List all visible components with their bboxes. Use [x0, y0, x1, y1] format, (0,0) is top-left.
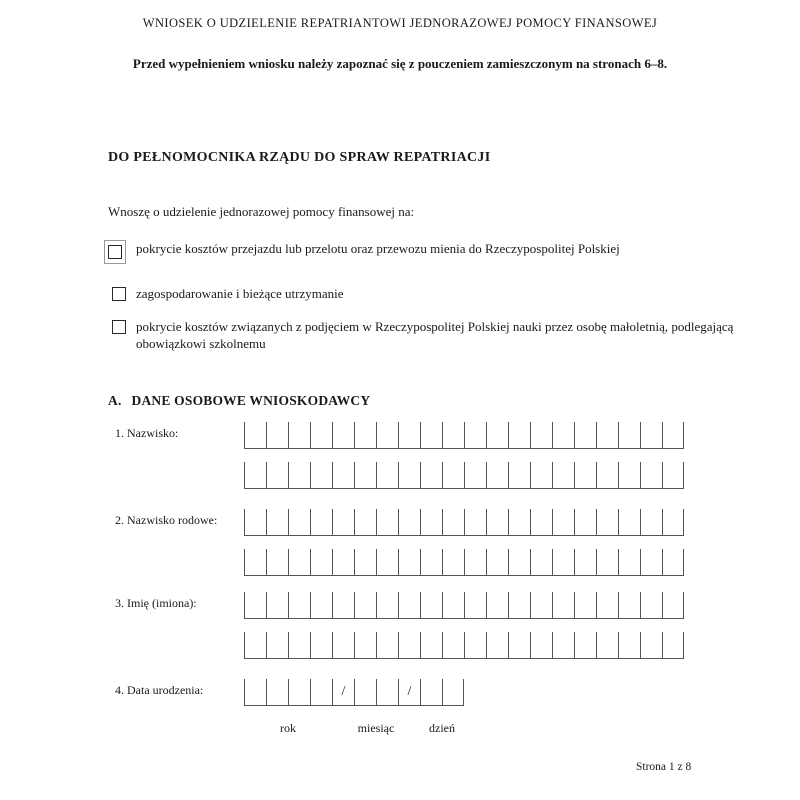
comb-cell[interactable] [376, 679, 398, 705]
date-part-label-2: miesiąc [357, 721, 395, 735]
comb-cell[interactable] [464, 509, 486, 535]
field-label: 1. Nazwisko: [115, 426, 179, 440]
comb-cell[interactable] [376, 632, 398, 658]
date-part-labels [244, 719, 464, 735]
comb-cell[interactable] [354, 549, 376, 575]
comb-cell[interactable] [464, 632, 486, 658]
comb-cell[interactable] [464, 422, 486, 448]
comb-cell[interactable] [618, 509, 640, 535]
form-title: WNIOSEK O UDZIELENIE REPATRIANTOWI JEDNORAZOWEJ POMOCY FINANSOWEJ [142, 16, 658, 30]
comb-cell[interactable] [266, 462, 288, 488]
comb-row[interactable] [244, 422, 684, 449]
comb-cell[interactable] [552, 549, 574, 575]
comb-cell[interactable] [354, 462, 376, 488]
comb-cell[interactable] [310, 462, 332, 488]
comb-cell[interactable] [530, 462, 552, 488]
comb-cell[interactable] [332, 462, 354, 488]
comb-cell[interactable] [310, 509, 332, 535]
comb-cell[interactable] [398, 632, 420, 658]
comb-cell[interactable] [266, 592, 288, 618]
date-comb-row[interactable] [244, 679, 464, 706]
comb-cell[interactable] [310, 422, 332, 448]
comb-cell[interactable] [420, 592, 442, 618]
section-a-heading [108, 393, 370, 409]
comb-cell[interactable] [574, 632, 596, 658]
comb-cell[interactable] [574, 509, 596, 535]
comb-row[interactable] [244, 462, 684, 489]
comb-cell[interactable] [398, 592, 420, 618]
comb-cell[interactable] [420, 679, 442, 705]
comb-cell[interactable] [244, 462, 266, 488]
comb-cell[interactable] [530, 549, 552, 575]
request-intro: Wnoszę o udzielenie jednorazowej pomocy finansowej na: [108, 204, 415, 219]
comb-cell[interactable] [244, 549, 266, 575]
purpose-option-3 [104, 318, 764, 352]
comb-cell[interactable] [244, 632, 266, 658]
comb-cell[interactable] [596, 422, 618, 448]
comb-cell[interactable] [640, 422, 662, 448]
comb-cell[interactable] [662, 509, 684, 535]
comb-cell[interactable] [266, 422, 288, 448]
aid-purpose-options [104, 240, 764, 368]
purpose-option-label: zagospodarowanie i bieżące utrzymanie [136, 286, 344, 301]
purpose-option-label: pokrycie kosztów przejazdu lub przelotu oraz przewozu mienia do Rzeczypospolitej Polskiej [136, 241, 620, 256]
comb-cell[interactable] [552, 592, 574, 618]
comb-cell[interactable] [398, 549, 420, 575]
comb-cell[interactable] [640, 632, 662, 658]
comb-cell[interactable] [486, 632, 508, 658]
comb-rows [244, 679, 464, 735]
comb-cell[interactable] [420, 632, 442, 658]
purpose-checkbox-3[interactable] [112, 320, 126, 334]
comb-cell[interactable] [354, 592, 376, 618]
comb-cell[interactable] [464, 462, 486, 488]
comb-cell[interactable] [288, 422, 310, 448]
comb-row[interactable] [244, 632, 684, 659]
comb-cell[interactable] [266, 549, 288, 575]
comb-cell[interactable] [618, 592, 640, 618]
comb-cell[interactable] [508, 422, 530, 448]
comb-cell[interactable] [420, 422, 442, 448]
comb-cell[interactable] [288, 462, 310, 488]
addressee-heading: DO PEŁNOMOCNIKA RZĄDU DO SPRAW REPATRIACJI [108, 150, 491, 165]
comb-row[interactable] [244, 549, 684, 576]
comb-cell[interactable] [376, 549, 398, 575]
comb-cell[interactable] [332, 632, 354, 658]
comb-cell[interactable] [552, 422, 574, 448]
comb-cell[interactable] [310, 679, 332, 705]
comb-cell[interactable] [354, 632, 376, 658]
field-label: 3. Imię (imiona): [115, 596, 197, 610]
comb-cell[interactable] [640, 462, 662, 488]
comb-cell[interactable] [574, 462, 596, 488]
comb-cell[interactable] [486, 509, 508, 535]
comb-cell[interactable] [354, 679, 376, 705]
comb-cell[interactable] [398, 462, 420, 488]
comb-cell[interactable] [618, 632, 640, 658]
comb-cell[interactable] [530, 422, 552, 448]
comb-cell[interactable] [574, 422, 596, 448]
purpose-checkbox-2[interactable] [112, 287, 126, 301]
comb-cell[interactable] [464, 592, 486, 618]
comb-cell[interactable] [574, 549, 596, 575]
comb-cell[interactable] [420, 549, 442, 575]
comb-cell[interactable] [596, 632, 618, 658]
comb-cell[interactable] [618, 462, 640, 488]
field-label: 2. Nazwisko rodowe: [115, 513, 218, 527]
comb-cell[interactable] [530, 592, 552, 618]
comb-cell[interactable] [442, 509, 464, 535]
comb-cell[interactable] [376, 422, 398, 448]
comb-cell[interactable] [266, 632, 288, 658]
comb-cell[interactable] [596, 462, 618, 488]
comb-cell[interactable] [508, 592, 530, 618]
field-label: 4. Data urodzenia: [115, 683, 204, 697]
comb-cell[interactable] [596, 549, 618, 575]
date-separator: / [398, 679, 420, 705]
comb-cell[interactable] [244, 679, 266, 705]
comb-cell[interactable] [486, 592, 508, 618]
comb-cell[interactable] [552, 632, 574, 658]
comb-cell[interactable] [530, 632, 552, 658]
comb-cell[interactable] [420, 509, 442, 535]
comb-cell[interactable] [508, 462, 530, 488]
comb-cell[interactable] [442, 462, 464, 488]
comb-cell[interactable] [244, 509, 266, 535]
comb-cell[interactable] [288, 549, 310, 575]
purpose-option-label: pokrycie kosztów związanych z podjęciem w Rzeczypospolitej Polskiej nauki przez osobę małoletnią, podlegającą obowiązkowi szkolnemu [136, 319, 734, 351]
comb-cell[interactable] [332, 549, 354, 575]
comb-row[interactable] [244, 592, 684, 619]
comb-cell[interactable] [618, 422, 640, 448]
comb-cell[interactable] [508, 549, 530, 575]
comb-cell[interactable] [288, 509, 310, 535]
comb-cell[interactable] [310, 592, 332, 618]
comb-cell[interactable] [552, 509, 574, 535]
comb-cell[interactable] [266, 509, 288, 535]
comb-cell[interactable] [288, 679, 310, 705]
comb-cell[interactable] [618, 549, 640, 575]
section-a-title: DANE OSOBOWE WNIOSKODAWCY [131, 393, 371, 408]
comb-cell[interactable] [486, 462, 508, 488]
page-number: Strona 1 z 8 [636, 761, 692, 773]
comb-rows [244, 509, 684, 589]
comb-cell[interactable] [266, 679, 288, 705]
comb-cell[interactable] [662, 592, 684, 618]
comb-cell[interactable] [596, 592, 618, 618]
purpose-checkbox-1[interactable] [108, 245, 122, 259]
comb-cell[interactable] [244, 422, 266, 448]
comb-cell[interactable] [376, 509, 398, 535]
date-part-label-3: dzień [429, 721, 455, 735]
comb-cell[interactable] [508, 632, 530, 658]
comb-rows [244, 592, 684, 672]
comb-cell[interactable] [288, 592, 310, 618]
comb-cell[interactable] [442, 679, 464, 705]
comb-row[interactable] [244, 509, 684, 536]
comb-cell[interactable] [442, 592, 464, 618]
checkbox-focus-frame [104, 240, 126, 264]
comb-cell[interactable] [332, 422, 354, 448]
comb-cell[interactable] [398, 422, 420, 448]
comb-cell[interactable] [420, 462, 442, 488]
comb-cell[interactable] [552, 462, 574, 488]
comb-cell[interactable] [640, 549, 662, 575]
comb-cell[interactable] [464, 549, 486, 575]
comb-cell[interactable] [376, 462, 398, 488]
purpose-option-1 [104, 240, 764, 264]
comb-cell[interactable] [244, 592, 266, 618]
comb-cell[interactable] [442, 549, 464, 575]
date-separator: / [332, 679, 354, 705]
section-a-letter: A. [108, 393, 122, 408]
comb-cell[interactable] [486, 422, 508, 448]
comb-cell[interactable] [574, 592, 596, 618]
comb-cell[interactable] [530, 509, 552, 535]
comb-rows [244, 422, 684, 502]
comb-cell[interactable] [640, 509, 662, 535]
comb-cell[interactable] [508, 509, 530, 535]
comb-cell[interactable] [354, 422, 376, 448]
comb-cell[interactable] [640, 592, 662, 618]
comb-cell[interactable] [354, 509, 376, 535]
comb-cell[interactable] [288, 632, 310, 658]
comb-cell[interactable] [486, 549, 508, 575]
comb-cell[interactable] [596, 509, 618, 535]
comb-cell[interactable] [442, 422, 464, 448]
comb-cell[interactable] [398, 509, 420, 535]
comb-cell[interactable] [376, 592, 398, 618]
purpose-option-2 [104, 285, 764, 302]
comb-cell[interactable] [310, 632, 332, 658]
comb-cell[interactable] [662, 549, 684, 575]
comb-cell[interactable] [662, 422, 684, 448]
comb-cell[interactable] [442, 632, 464, 658]
comb-cell[interactable] [310, 549, 332, 575]
comb-cell[interactable] [332, 592, 354, 618]
notice-line: Przed wypełnieniem wniosku należy zapoznać się z pouczeniem zamieszczonym na stronach 6–8. [132, 56, 668, 71]
comb-cell[interactable] [332, 509, 354, 535]
date-part-label-1: rok [280, 721, 296, 735]
comb-cell[interactable] [662, 632, 684, 658]
comb-cell[interactable] [662, 462, 684, 488]
